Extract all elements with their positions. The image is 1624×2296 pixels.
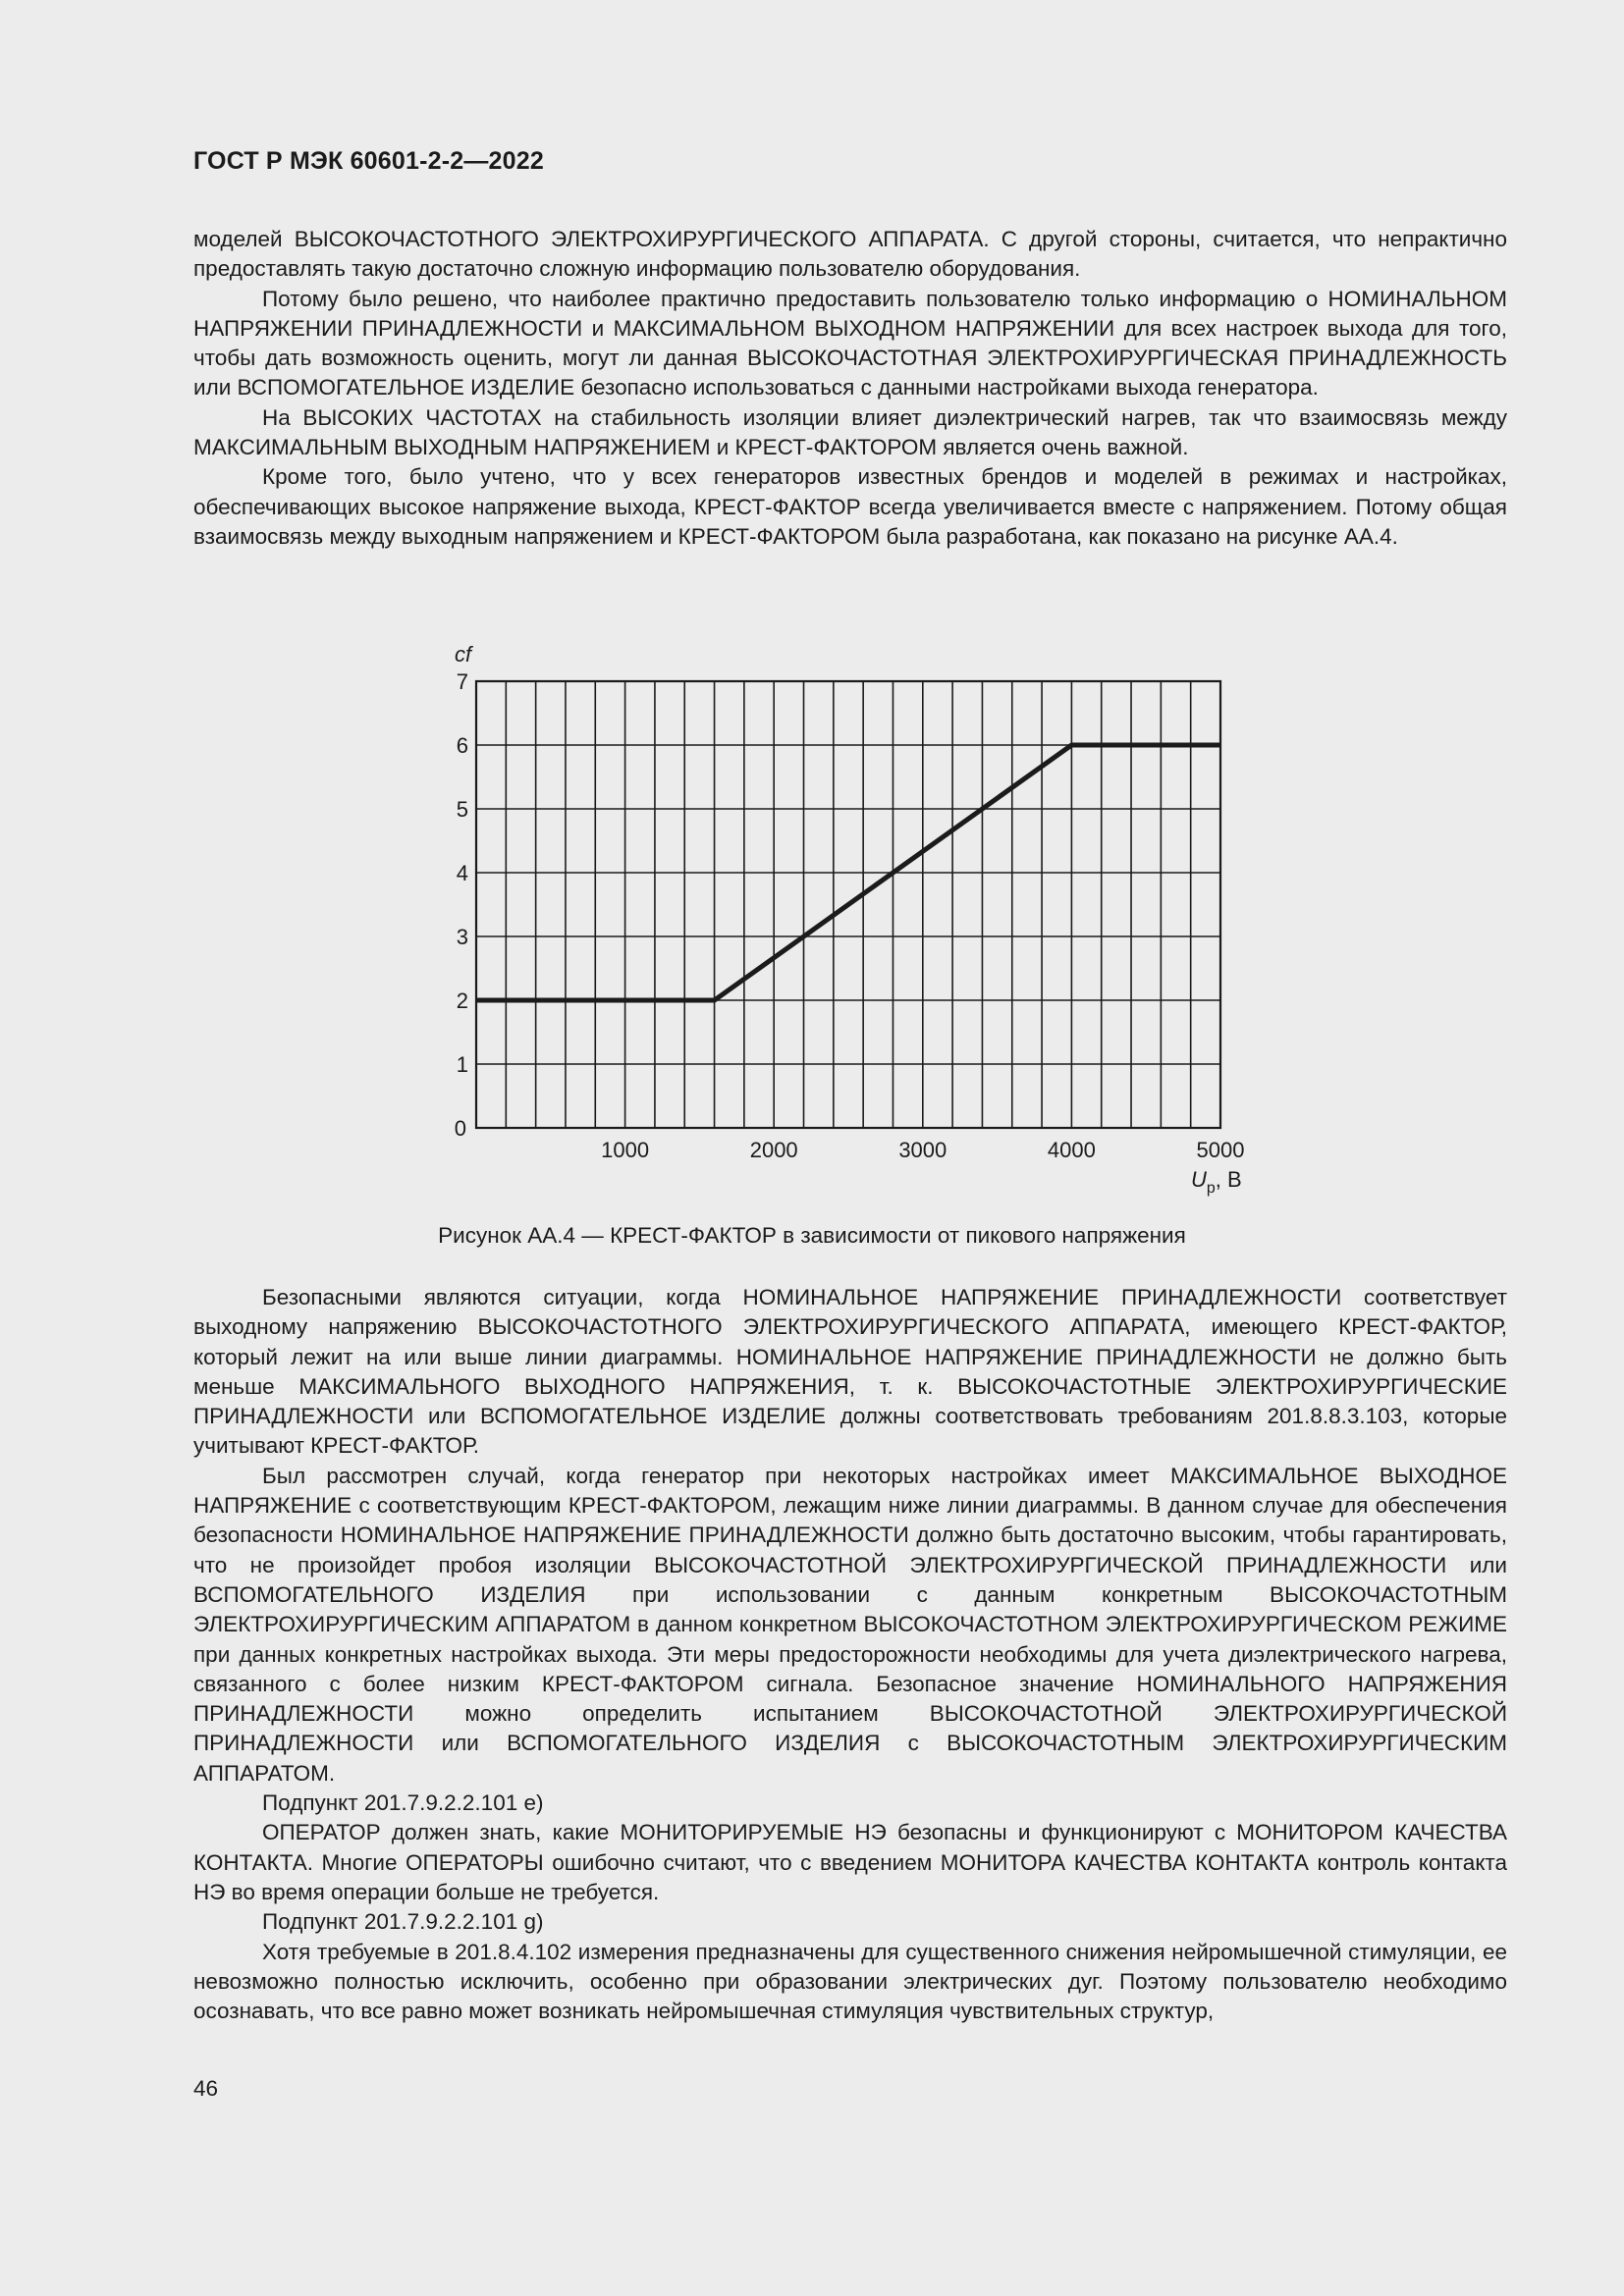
series-line-cf: [476, 745, 1220, 1000]
paragraph: Безопасными являются ситуации, когда НОМИНАЛЬНОЕ НАПРЯЖЕНИЕ ПРИНАДЛЕЖНОСТИ соответствует выходному напряжению ВЫСОКОЧАСТОТНОГО ЭЛЕКТРОХИРУРГИЧЕСКОГО АППАРАТА, имеющего КРЕСТ-ФАКТОР, который лежит на или выше линии диаграммы. НОМИНАЛЬНОЕ НАПРЯЖЕНИЕ ПРИНАДЛЕЖНОСТИ не должно быть меньше МАКСИМАЛЬНОГО ВЫХОДНОГО НАПРЯЖЕНИЯ, т. к. ВЫСОКОЧАСТОТНЫЕ ЭЛЕКТРОХИРУРГИЧЕСКИЕ ПРИНАДЛЕЖНОСТИ или ВСПОМОГАТЕЛЬНОЕ ИЗДЕЛИЕ должны соответствовать требованиям 201.8.8.3.103, которые учитывают КРЕСТ-ФАКТОР.: [193, 1285, 1507, 1459]
x-tick-label: 2000: [749, 1138, 798, 1162]
y-tick-label: 3: [456, 925, 468, 949]
y-tick-label: 1: [456, 1052, 468, 1077]
paragraph: Подпункт 201.7.9.2.2.101 e): [262, 1790, 544, 1816]
page-number: 46: [193, 2076, 219, 2101]
y-tick-label: 6: [456, 733, 468, 758]
paragraph: На ВЫСОКИХ ЧАСТОТАХ на стабильность изоляции влияет диэлектрический нагрев, так что взаимосвязь между МАКСИМАЛЬНЫМ ВЫХОДНЫМ НАПРЯЖЕНИЕМ и КРЕСТ-ФАКТОРОМ является очень важной.: [193, 404, 1507, 460]
document-header: ГОСТ Р МЭК 60601-2-2—2022: [193, 147, 544, 175]
x-tick-label: 1000: [601, 1138, 650, 1162]
x-tick-label: 5000: [1196, 1138, 1245, 1162]
paragraph: Хотя требуемые в 201.8.4.102 измерения предназначены для существенного снижения нейромышечной стимуляции, ее невозможно полностью исключить, особенно при образовании электрических дуг. Поэтому пользователю необходимо осознавать, что все равно может возникать нейромышечная стимуляция чувствительных структур,: [193, 1939, 1507, 2024]
paragraph: моделей ВЫСОКОЧАСТОТНОГО ЭЛЕКТРОХИРУРГИЧЕСКОГО АППАРАТА. С другой стороны, считается, что непрактично предоставлять такую достаточно сложную информацию пользователю оборудования.: [193, 227, 1507, 282]
plot-frame: [476, 681, 1220, 1128]
body-text-top: [193, 225, 1507, 552]
paragraph: Кроме того, было учтено, что у всех генераторов известных брендов и моделей в режимах и настройках, обеспечивающих высокое напряжение выхода, КРЕСТ-ФАКТОР всегда увеличивается вместе с напряжением. Потому общая взаимосвязь между выходным напряжением и КРЕСТ-ФАКТОРОМ была разработана, как показано на рисунке АА.4.: [193, 464, 1507, 549]
paragraph: Был рассмотрен случай, когда генератор при некоторых настройках имеет МАКСИМАЛЬНОЕ ВЫХОДНОЕ НАПРЯЖЕНИЕ с соответствующим КРЕСТ-ФАКТОРОМ, лежащим ниже линии диаграммы. В данном случае для обеспечения безопасности НОМИНАЛЬНОЕ НАПРЯЖЕНИЕ ПРИНАДЛЕЖНОСТИ должно быть достаточно высоким, чтобы гарантировать, что не произойдет пробоя изоляции ВЫСОКОЧАСТОТНОЙ ЭЛЕКТРОХИРУРГИЧЕСКОЙ ПРИНАДЛЕЖНОСТИ или ВСПОМОГАТЕЛЬНОГО ИЗДЕЛИЯ при использовании с данным конкретным ВЫСОКОЧАСТОТНЫМ ЭЛЕКТРОХИРУРГИЧЕСКИМ АППАРАТОМ в данном конкретном ВЫСОКОЧАСТОТНОМ ЭЛЕКТРОХИРУРГИЧЕСКОМ РЕЖИМЕ при данных конкретных настройках выхода. Эти меры предосторожности необходимы для учета диэлектрического нагрева, связанного с более низким КРЕСТ-ФАКТОРОМ сигнала. Безопасное значение НОМИНАЛЬНОГО НАПРЯЖЕНИЯ ПРИНАДЛЕЖНОСТИ можно определить испытанием ВЫСОКОЧАСТОТНОЙ ЭЛЕКТРОХИРУРГИЧЕСКОЙ ПРИНАДЛЕЖНОСТИ или ВСПОМОГАТЕЛЬНОГО ИЗДЕЛИЯ с ВЫСОКОЧАСТОТНЫМ ЭЛЕКТРОХИРУРГИЧЕСКИМ АППАРАТОМ.: [193, 1463, 1507, 1786]
x-tick-label: 3000: [898, 1138, 947, 1162]
figure-caption: Рисунок АА.4 — КРЕСТ-ФАКТОР в зависимости от пикового напряжения: [438, 1223, 1186, 1248]
x-tick-label: 4000: [1047, 1138, 1096, 1162]
x-axis-label: $U_p$, В: [1191, 1167, 1242, 1197]
y-tick-label: 5: [456, 797, 468, 822]
origin-label: 0: [454, 1116, 466, 1141]
paragraph: ОПЕРАТОР должен знать, какие МОНИТОРИРУЕМЫЕ НЭ безопасны и функционируют с МОНИТОРОМ КАЧЕСТВА КОНТАКТА. Многие ОПЕРАТОРЫ ошибочно считают, что с введением МОНИТОРА КАЧЕСТВА КОНТАКТА контроль контакта НЭ во время операции больше не требуется.: [193, 1820, 1507, 1904]
y-axis-label: cf: [455, 642, 472, 667]
y-tick-label: 4: [456, 861, 468, 885]
paragraph: Подпункт 201.7.9.2.2.101 g): [262, 1909, 544, 1935]
y-tick-label: 2: [456, 988, 468, 1013]
y-tick-label: 7: [456, 669, 468, 694]
body-text-bottom: [193, 1283, 1507, 2026]
paragraph: Потому было решено, что наиболее практично предоставить пользователю только информацию о НОМИНАЛЬНОМ НАПРЯЖЕНИИ ПРИНАДЛЕЖНОСТИ и МАКСИМАЛЬНОМ ВЫХОДНОМ НАПРЯЖЕНИИ для всех настроек выхода для того, чтобы дать возможность оценить, могут ли данная ВЫСОКОЧАСТОТНАЯ ЭЛЕКТРОХИРУРГИЧЕСКАЯ ПРИНАДЛЕЖНОСТЬ или ВСПОМОГАТЕЛЬНОЕ ИЗДЕЛИЕ безопасно использоваться с данными настройками выхода генератора.: [193, 286, 1507, 400]
